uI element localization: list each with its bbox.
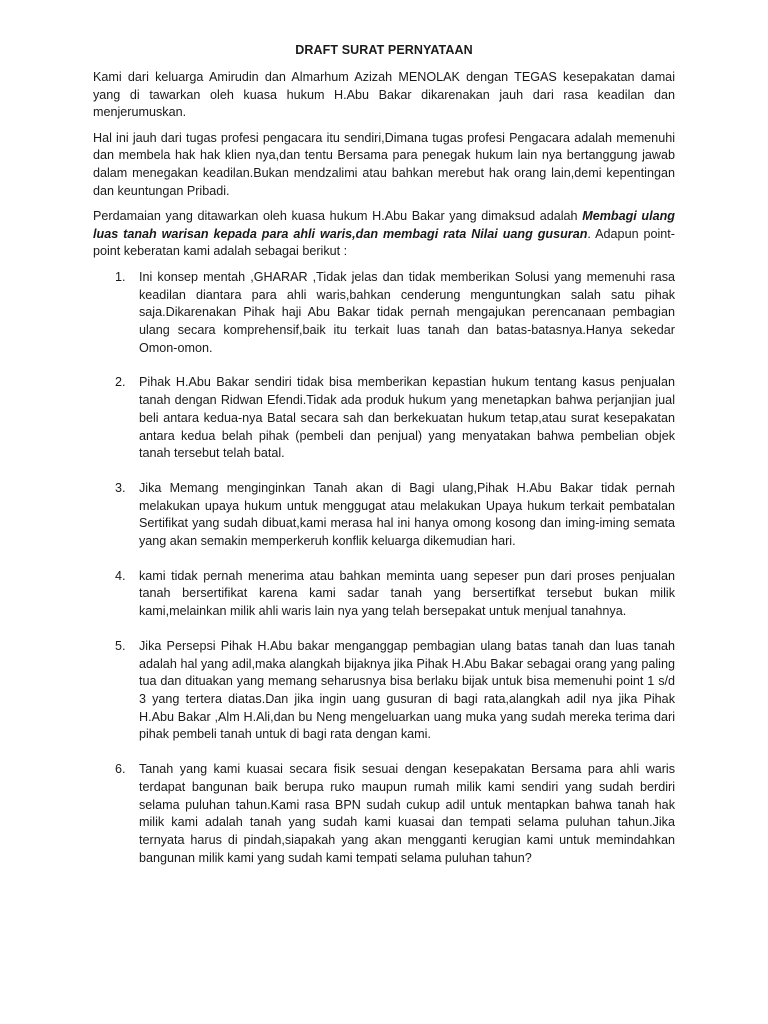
paragraph-3 — [93, 208, 675, 261]
point-text: Pihak H.Abu Bakar sendiri tidak bisa memberikan kepastian hukum tentang kasus penjualan tanah dengan Ridwan Efendi.Tidak ada produk hukum yang menetapkan bahwa perjanjian jual beli antara kedua-nya Batal secara sah dan berkekuatan hukum tetap,atau surat kesepakatan antara kedua belah pihak (pembeli dan penjual) yang menyatakan bahwa pembelian objek tanah tersebut telah batal. — [139, 375, 675, 461]
point-text: Ini konsep mentah ,GHARAR ,Tidak jelas dan tidak memberikan Solusi yang memenuhi rasa keadilan diantara para ahli waris,bahkan cenderung menguntungkan salah satu pihak saja.Dikarenakan Pihak haji Abu Bakar tidak pernah mengajukan perencanaan pembagian ulang secara komprehensif,baik itu terkait luas tanah dan batas-batasnya.Hanya sekedar Omon-omon. — [139, 269, 675, 355]
objection-points-list — [93, 269, 675, 867]
point-number: 4. — [115, 568, 126, 583]
list-item — [93, 638, 675, 744]
paragraph-3-emphasis: Membagi ulang luas tanah warisan kepada para ahli waris,dan membagi rata Nilai uang gusuran — [93, 209, 675, 241]
point-text: Tanah yang kami kuasai secara fisik sesuai dengan kesepakatan Bersama para ahli waris terdapat bangunan baik berupa ruko maupun rumah milik kami sendiri yang sudah berdiri selama puluhan tahun.Kami rasa BPN sudah cukup adil untuk mentapkan bahwa tanah hak milik kami adalah tanah yang sudah kami kuasai dan tempati selama puluhan tahun.Jika ternyata harus di pindah,siapakah yang akan mengganti kerugian kami untuk memindahkan bangunan milik kami yang sudah kami tempati selama puluhan tahun? — [139, 762, 675, 865]
paragraph-2: Hal ini jauh dari tugas profesi pengacara itu sendiri,Dimana tugas profesi Pengacara adalah memenuhi dan membela hak hak klien nya,dan tentu Bersama para penegak hukum lain nya bertanggung jawab dalam menegakan keadilan.Bukan mendzalimi atau bahkan merebut hak orang lain,demi kepentingan dan keuntungan Pribadi. — [93, 130, 675, 198]
list-item — [93, 480, 675, 551]
point-text: kami tidak pernah menerima atau bahkan meminta uang sepeser pun dari proses penjualan tanah bersertifikat karena kami sadar tanah yang bersertifkat tersebut bukan milik kami,melainkan milik ahli waris lain nya yang telah bersepakat untuk menjual tanahnya. — [139, 568, 675, 619]
list-item — [93, 269, 675, 358]
point-number: 2. — [115, 375, 126, 390]
paragraph-1: Kami dari keluarga Amirudin dan Almarhum Azizah MENOLAK dengan TEGAS kesepakatan damai yang di tawarkan oleh kuasa hukum H.Abu Bakar dikarenakan jauh dari rasa keadilan dan menjerumuskan. — [93, 70, 675, 120]
point-text: Jika Persepsi Pihak H.Abu bakar menganggap pembagian ulang batas tanah dan luas tanah adalah hal yang adil,maka alangkah bijaknya jika Pihak H.Abu Bakar sebagai orang yang paling tua dan dituakan yang memang seharusnya bisa berlaku bijak untuk bisa memenuhi point 1 s/d 3 yang tertera diatas.Dan jika ingin uang gusuran di bagi rata,alangkah adil nya jika Pihak H.Abu Bakar ,Alm H.Ali,dan bu Neng mengeluarkan uang muka yang sudah mereka terima dari pihak pembeli tanah untuk di bagi rata dengan kami. — [139, 638, 675, 742]
point-number: 1. — [115, 269, 126, 284]
list-item — [93, 568, 675, 621]
list-item — [93, 374, 675, 463]
point-number: 6. — [115, 762, 126, 777]
point-number: 3. — [115, 480, 126, 495]
paragraph-3-followup: Adapun point-point keberatan kami adalah sebagai berikut : — [93, 226, 676, 259]
document-title: DRAFT SURAT PERNYATAAN — [295, 43, 473, 57]
list-item — [93, 761, 675, 867]
paragraph-3-end: . — [587, 226, 591, 241]
point-number: 5. — [115, 638, 126, 653]
paragraph-3-intro: Perdamaian yang ditawarkan oleh kuasa hukum H.Abu Bakar yang dimaksud adalah — [93, 209, 583, 224]
point-text: Jika Memang menginginkan Tanah akan di Bagi ulang,Pihak H.Abu Bakar tidak pernah melakukan upaya hukum untuk menggugat atau melakukan Upaya hukum terkait pembatalan Sertifikat yang sudah dibuat,kami merasa hal ini hanya omong kosong dan iming-iming semata yang akan semakin memperkeruh konflik keluarga dikemudian hari. — [139, 480, 675, 549]
